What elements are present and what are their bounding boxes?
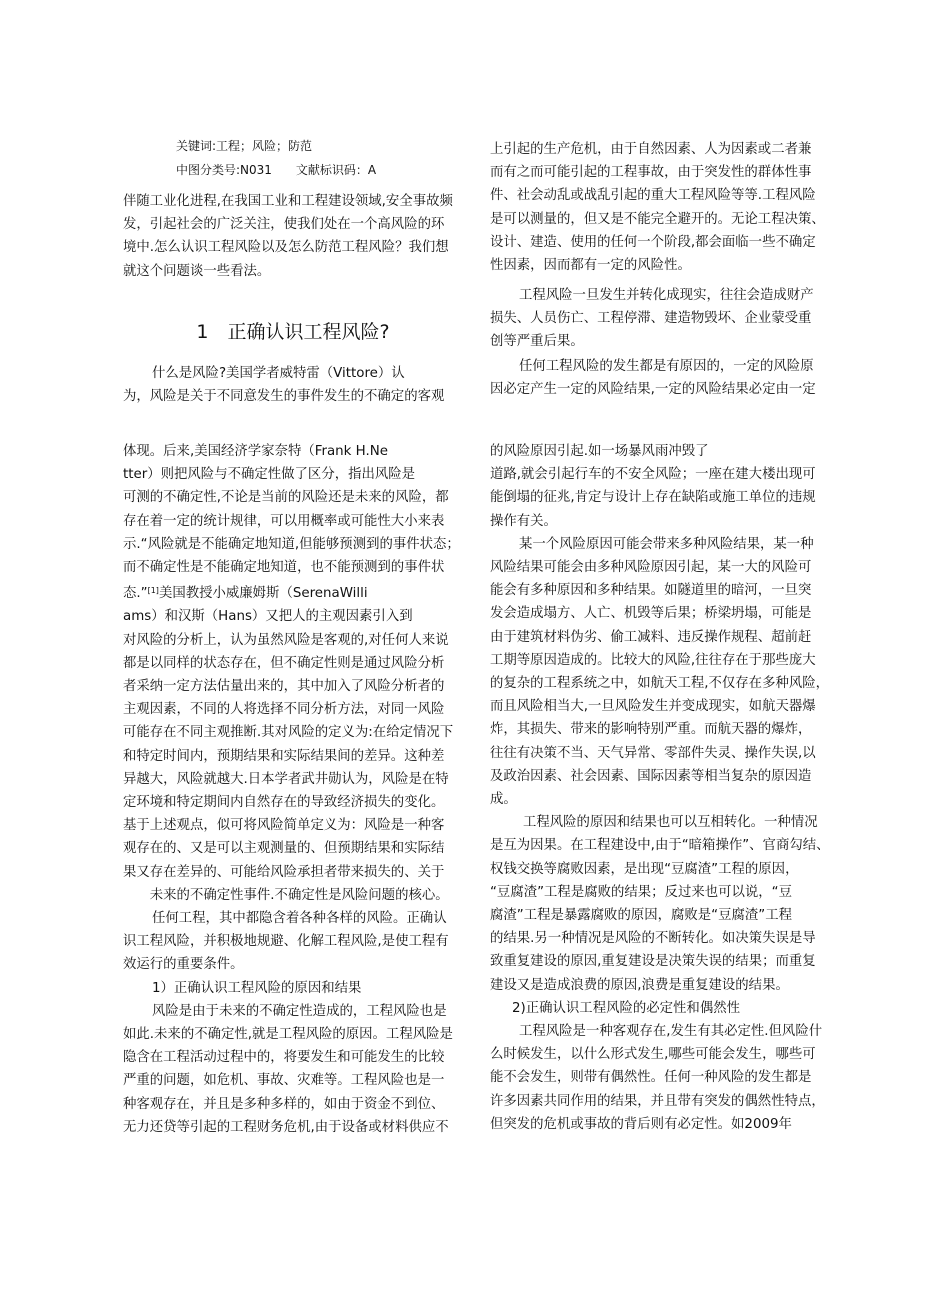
reference-mark: [1] bbox=[147, 586, 159, 596]
risk-definition-paragraph: 什么是风险?美国学者威特雷（Vittore）认 为，风险是关于不同意发生的事件发生的不确定的客观 bbox=[123, 366, 445, 405]
subheading-causes: 1）正确认识工程风险的原因和结果 bbox=[152, 980, 362, 996]
classification-code: 中图分类号:N031 文献标识码：A bbox=[176, 163, 377, 177]
knight-paragraph: 体现。后来,美国经济学家奈特（Frank H.Ne tter）则把风险与不确定性做了区分，指出风险是 可测的不确定性,不论是当前的风险还是未来的风险，都 存在着一定的统计规律，可以用概率或可能性大小来表 示.“风险就是不能确定地知道,但能够预测到的事件状态； 而不确定性是不能确定地知道，也不能预测到的事件状 态.”[1]美国教授小威廉姆斯（SerenaWilli ams）和汉斯（Hans）又把人的主观因素引入到 对风险的分析上，认为虽然风险是客观的,对任何人来说 都是以同样的状态存在，但不确定性则是通过风险分析 者采纳一定方法估量出来的，其中加入了风险分析者的 主观因素，不同的人将选择不同分析方法，对同一风险 可能存在不同主观推断.其对风险的定义为:在给定情况下 和特定时间内，预期结果和实际结果间的差异。这种差 异越大，风险就越大.日本学者武井勋认为，风险是在特 定环境和特定期间内自然存在的导致经济损失的变化。 基于上述观点，似可将风险简单定义为：风险是一种客 观存在的、又是可以主观测量的、但预期结果和实际结 果又存在差异的、可能给风险承担者带来损失的、关于 未来的不确定性事件.不确定性是风险问题的核心。 任何工程，其中都隐含着各种各样的风险。正确认 识工程风险，并积极地规避、化解工程风险,是使工程有 效运行的重要条件。 1）正确认识工程风险的原因和结果 风险是由于未来的不确定性造成的，工程风险也是 如此.未来的不确定性,就是工程风险的原因。工程风险是 隐含在工程活动过程中的，将要发生和可能发生的比较 严重的问题，如危机、事故、灾难等。工程风险也是一 种客观存在，并且是多种多样的，如由于资金不到位、 无力还贷等引起的工程财务危机,由于设备或材料供应不 bbox=[123, 440, 463, 1139]
keywords: 关键词:工程；风险；防范 bbox=[176, 139, 313, 153]
section-heading: 1 正确认识工程风险? bbox=[196, 321, 390, 343]
right-bottom-text: 的风险原因引起.如一场暴风雨冲毁了 道路,就会引起行车的不安全风险；一座在建大楼出现可 能倒塌的征兆,肯定与设计上存在缺陷或施工单位的违规 操作有关。 某一个风险原因可能会带来多种风险结果，某一种 风险结果可能会由多种风险原因引起，某一大的风险可 能会有多种原因和多种结果。如隧道里的暗河，一旦突 发会造成塌方、人亡、机毁等后果；桥梁坍塌，可能是 由于建筑材料伪劣、偷工减料、违反操作规程、超前赶 工期等原因造成的。比较大的风险,往往存在于那些庞大 的复杂的工程系统之中，如航天工程,不仅存在多种风险， 而且风险相当大,一旦风险发生并变成现实，如航天器爆 炸，其损失、带来的影响特别严重。而航天器的爆炸， 往往有决策不当、天气异常、零部件失灵、操作失误,以 及政治因素、社会因素、国际因素等相当复杂的原因造 成。 工程风险的原因和结果也可以互相转化。一种情况 是互为因果。在工程建设中,由于“暗箱操作”、官商勾结、 权钱交换等腐败因素，是出现“豆腐渣”工程的原因， “豆腐渣”工程是腐败的结果；反过来也可以说，“豆 腐渣”工程是暴露腐败的原因，腐败是“豆腐渣”工程 的结果.另一种情况是风险的不断转化。如决策失误是导 致重复建设的原因,重复建设是决策失误的结果；而重复 建设又是造成浪费的原因,浪费是重复建设的结果。 2)正确认识工程风险的必定性和偶然性 工程风险是一种客观存在,发生有其必定性.但风险什 么时候发生，以什么形式发生,哪些可能会发生，哪些可 能不会发生，则带有偶然性。任何一种风险的发生都是 许多因素共同作用的结果，并且带有突发的偶然性特点， 但突发的危机或事故的背后则有必定性。如2009年 bbox=[490, 444, 830, 1132]
right-paragraph-1: 上引起的生产危机，由于自然因素、人为因素或二者兼 而有之而可能引起的工程事故，由于突发性的群体性事 件、社会动乱或战乱引起的重大工程风险等等.工程风险 是可以测量的，但又是不能完全避开的。无论工程决策、 设计、建造、使用的任何一个阶段,都会面临一些不确定 性因素，因而都有一定的风险性。 bbox=[490, 142, 825, 274]
intro-paragraph: 伴随工业化进程,在我国工业和工程建设领域,安全事故频 发，引起社会的广泛关注，使我们处在一个高风险的环 境中.怎么认识工程风险以及怎么防范工程风险？我们想 就这个问题谈一些看法。 bbox=[123, 194, 453, 279]
right-paragraph-2: 工程风险一旦发生并转化成现实，往往会造成财产 损失、人员伤亡、工程停滞、建造物毁坏、企业蒙受重 创等严重后果。 bbox=[490, 288, 814, 350]
right-paragraph-3: 任何工程风险的发生都是有原因的，一定的风险原 因必定产生一定的风险结果,一定的风险结果必定由一定 bbox=[490, 359, 816, 398]
subheading-necessity: 2)正确认识工程风险的必定性和偶然性 bbox=[512, 1000, 740, 1016]
